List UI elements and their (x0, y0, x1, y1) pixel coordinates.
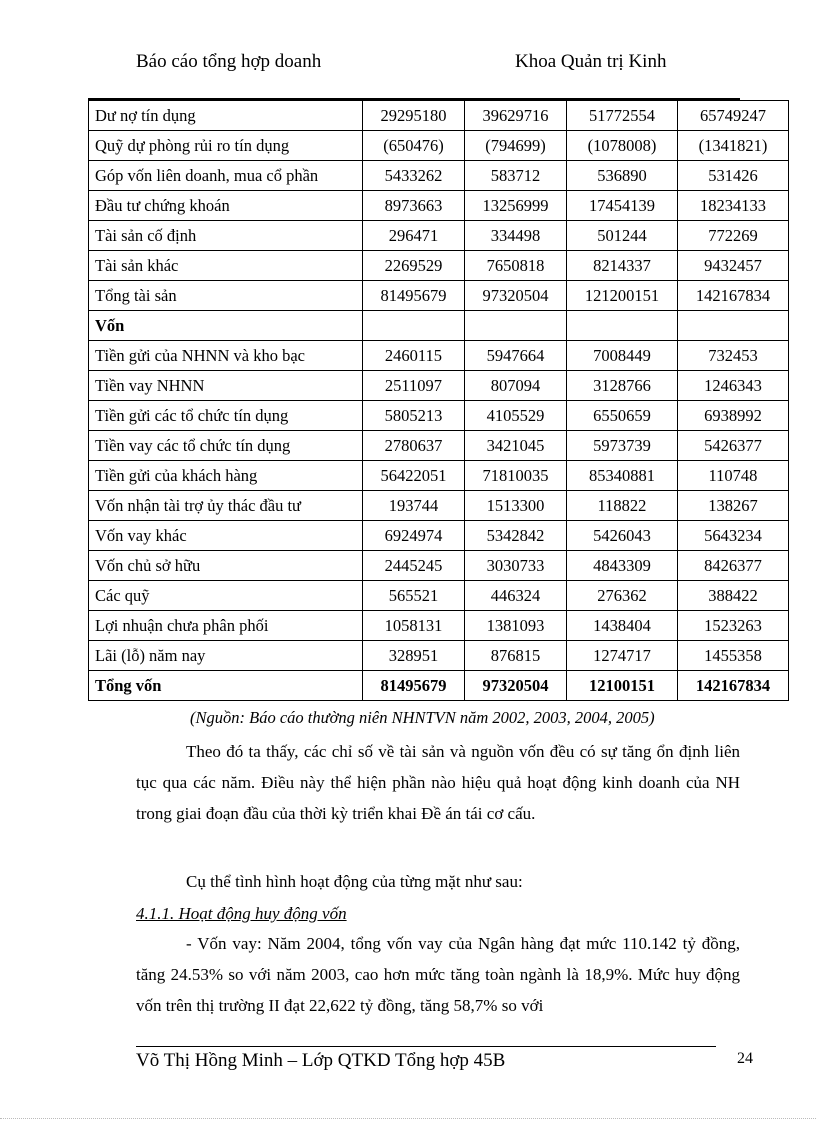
row-value: 5805213 (363, 401, 465, 431)
row-value: 39629716 (465, 101, 567, 131)
row-value: 2511097 (363, 371, 465, 401)
table-row (89, 251, 789, 281)
row-value: 3030733 (465, 551, 567, 581)
row-value: 1058131 (363, 611, 465, 641)
row-value: 1523263 (678, 611, 789, 641)
row-value: 8426377 (678, 551, 789, 581)
financial-table (88, 100, 789, 701)
row-value: 4843309 (567, 551, 678, 581)
row-label: Tiền gửi của NHNN và kho bạc (89, 341, 363, 371)
row-value (363, 311, 465, 341)
row-value: 1438404 (567, 611, 678, 641)
row-label: Vốn vay khác (89, 521, 363, 551)
row-value: 583712 (465, 161, 567, 191)
table-row (89, 521, 789, 551)
row-value: 121200151 (567, 281, 678, 311)
row-value: (650476) (363, 131, 465, 161)
row-value: 51772554 (567, 101, 678, 131)
row-label: Vốn (89, 311, 363, 341)
row-value: 536890 (567, 161, 678, 191)
row-value: 328951 (363, 641, 465, 671)
row-value: 4105529 (465, 401, 567, 431)
row-value: 296471 (363, 221, 465, 251)
row-label: Tổng vốn (89, 671, 363, 701)
table-row (89, 641, 789, 671)
table-row (89, 611, 789, 641)
page-number: 24 (737, 1050, 753, 1067)
row-value: 3421045 (465, 431, 567, 461)
page-bottom-border (0, 1118, 816, 1119)
row-value: 5342842 (465, 521, 567, 551)
row-label: Vốn nhận tài trợ ủy thác đầu tư (89, 491, 363, 521)
row-value: 81495679 (363, 281, 465, 311)
row-value: 6938992 (678, 401, 789, 431)
body-paragraph-3: - Vốn vay: Năm 2004, tổng vốn vay của Ngân hàng đạt mức 110.142 tỷ đồng, tăng 24.53% so với năm 2003, cao hơn mức tăng toàn ngành là 18,9%. Mức huy động vốn trên thị trường II đạt 22,622 tỷ đồng, tăng 58,7% so với (136, 934, 740, 1015)
row-value: 142167834 (678, 281, 789, 311)
header-right-title: Khoa Quản trị Kinh (515, 51, 667, 72)
row-value: 3128766 (567, 371, 678, 401)
row-value: 9432457 (678, 251, 789, 281)
row-value: 142167834 (678, 671, 789, 701)
row-value: 110748 (678, 461, 789, 491)
row-value: 732453 (678, 341, 789, 371)
table-row (89, 581, 789, 611)
row-label: Tiền vay NHNN (89, 371, 363, 401)
table-row (89, 431, 789, 461)
row-label: Tổng tài sản (89, 281, 363, 311)
row-value: 807094 (465, 371, 567, 401)
row-value: 5426377 (678, 431, 789, 461)
table-row (89, 341, 789, 371)
row-value: 65749247 (678, 101, 789, 131)
table-row (89, 311, 789, 341)
row-value: 97320504 (465, 281, 567, 311)
row-value: 772269 (678, 221, 789, 251)
table-row (89, 281, 789, 311)
row-value: 1274717 (567, 641, 678, 671)
row-label: Tiền vay các tổ chức tín dụng (89, 431, 363, 461)
row-value: 5643234 (678, 521, 789, 551)
row-value: 2445245 (363, 551, 465, 581)
table-row (89, 671, 789, 701)
footer-divider (136, 1046, 716, 1047)
table-row (89, 161, 789, 191)
table-row (89, 221, 789, 251)
row-value: 81495679 (363, 671, 465, 701)
row-value (567, 311, 678, 341)
table-row (89, 461, 789, 491)
row-value: 531426 (678, 161, 789, 191)
row-value: 565521 (363, 581, 465, 611)
row-value: 334498 (465, 221, 567, 251)
row-value: 2269529 (363, 251, 465, 281)
row-value: 1381093 (465, 611, 567, 641)
footer-author: Võ Thị Hồng Minh – Lớp QTKD Tổng hợp 45B (136, 1050, 506, 1071)
row-value: 6550659 (567, 401, 678, 431)
row-value: (1341821) (678, 131, 789, 161)
row-label: Tài sản khác (89, 251, 363, 281)
row-label: Quỹ dự phòng rủi ro tín dụng (89, 131, 363, 161)
row-value: 6924974 (363, 521, 465, 551)
row-value: 29295180 (363, 101, 465, 131)
table-row (89, 131, 789, 161)
body-paragraph-2: Cụ thể tình hình hoạt động của từng mặt như sau: (186, 872, 523, 891)
row-value: 5433262 (363, 161, 465, 191)
row-value: 5973739 (567, 431, 678, 461)
row-value: 17454139 (567, 191, 678, 221)
row-value: 85340881 (567, 461, 678, 491)
row-value: 12100151 (567, 671, 678, 701)
table-row (89, 491, 789, 521)
row-value: 876815 (465, 641, 567, 671)
row-label: Đầu tư chứng khoán (89, 191, 363, 221)
header-left-title: Báo cáo tổng hợp doanh (136, 51, 322, 72)
row-label: Góp vốn liên doanh, mua cổ phần (89, 161, 363, 191)
table-row (89, 371, 789, 401)
row-label: Tài sản cố định (89, 221, 363, 251)
row-value: 193744 (363, 491, 465, 521)
row-value: 56422051 (363, 461, 465, 491)
row-value: 2780637 (363, 431, 465, 461)
row-value: 501244 (567, 221, 678, 251)
row-value: 2460115 (363, 341, 465, 371)
row-value: 18234133 (678, 191, 789, 221)
table-row (89, 551, 789, 581)
row-value: 13256999 (465, 191, 567, 221)
row-value: 7008449 (567, 341, 678, 371)
section-heading: 4.1.1. Hoạt động huy động vốn (136, 904, 347, 923)
row-value: 446324 (465, 581, 567, 611)
row-value: 8214337 (567, 251, 678, 281)
row-value: 276362 (567, 581, 678, 611)
row-value (678, 311, 789, 341)
row-value: 8973663 (363, 191, 465, 221)
row-value: 97320504 (465, 671, 567, 701)
row-label: Tiền gửi của khách hàng (89, 461, 363, 491)
row-label: Lợi nhuận chưa phân phối (89, 611, 363, 641)
row-label: Tiền gửi các tổ chức tín dụng (89, 401, 363, 431)
table-row (89, 101, 789, 131)
row-value: 118822 (567, 491, 678, 521)
row-value: 71810035 (465, 461, 567, 491)
row-value: 1246343 (678, 371, 789, 401)
row-value: 138267 (678, 491, 789, 521)
table-row (89, 401, 789, 431)
row-label: Các quỹ (89, 581, 363, 611)
table-row (89, 191, 789, 221)
row-value: 7650818 (465, 251, 567, 281)
row-label: Dư nợ tín dụng (89, 101, 363, 131)
row-value: 5426043 (567, 521, 678, 551)
row-value (465, 311, 567, 341)
row-value: (1078008) (567, 131, 678, 161)
row-value: 1513300 (465, 491, 567, 521)
row-label: Lãi (lỗ) năm nay (89, 641, 363, 671)
row-label: Vốn chủ sở hữu (89, 551, 363, 581)
row-value: (794699) (465, 131, 567, 161)
table-source-note: (Nguồn: Báo cáo thường niên NHNTVN năm 2002, 2003, 2004, 2005) (190, 708, 655, 727)
body-paragraph-1: Theo đó ta thấy, các chỉ số về tài sản và nguồn vốn đều có sự tăng ổn định liên tục qua các năm. Điều này thể hiện phần nào hiệu quả hoạt động kinh doanh của NH trong giai đoạn đầu của thời kỳ triển khai Đề án tái cơ cấu. (136, 742, 740, 823)
row-value: 388422 (678, 581, 789, 611)
row-value: 1455358 (678, 641, 789, 671)
row-value: 5947664 (465, 341, 567, 371)
